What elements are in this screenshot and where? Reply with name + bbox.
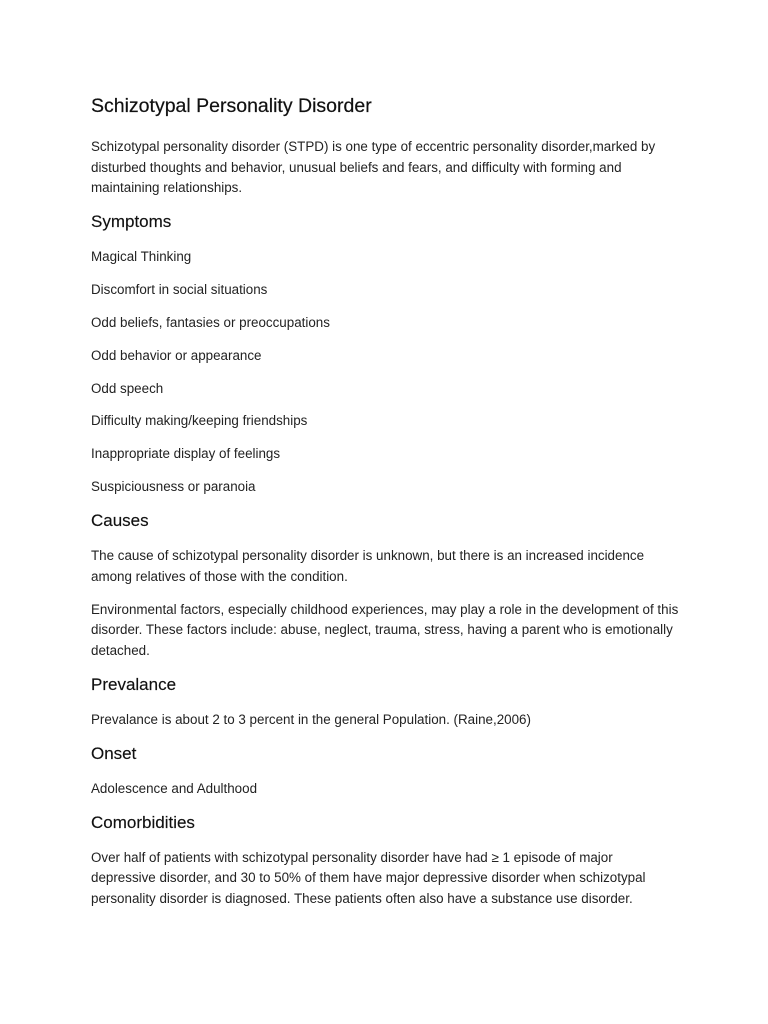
prevalance-heading: Prevalance bbox=[91, 674, 177, 694]
causes-paragraph: The cause of schizotypal personality disorder is unknown, but there is an increased incidence among relatives of those with the condition. bbox=[91, 548, 645, 584]
onset-heading: Onset bbox=[91, 743, 137, 763]
intro-paragraph: Schizotypal personality disorder (STPD) is one type of eccentric personality disorder,marked by disturbed thoughts and behavior, unusual beliefs and fears, and difficulty with forming and maintaining relationships. bbox=[91, 139, 656, 195]
symptom-item: Suspiciousness or paranoia bbox=[91, 479, 256, 495]
symptom-item: Odd beliefs, fantasies or preoccupations bbox=[91, 314, 330, 330]
symptom-item: Discomfort in social situations bbox=[91, 281, 268, 297]
causes-section bbox=[91, 510, 681, 661]
causes-heading: Causes bbox=[91, 511, 149, 531]
symptoms-section bbox=[91, 211, 681, 498]
prevalance-paragraph: Prevalance is about 2 to 3 percent in the general Population. (Raine,2006) bbox=[91, 711, 531, 727]
causes-paragraph: Environmental factors, especially childhood experiences, may play a role in the development of this disorder. These factors include: abuse, neglect, trauma, stress, having a parent who is emotionally detached. bbox=[91, 601, 679, 658]
comorbidities-paragraph: Over half of patients with schizotypal personality disorder have had ≥ 1 episode of major depressive disorder, and 30 to 50% of them have major depressive disorder when schizotypal personality disorder is diagnosed. These patients often also have a substance use disorder. bbox=[91, 849, 646, 906]
comorbidities-heading: Comorbidities bbox=[91, 812, 195, 832]
comorbidities-section bbox=[91, 812, 681, 910]
symptom-item: Odd behavior or appearance bbox=[91, 347, 262, 363]
document-page bbox=[91, 94, 681, 922]
symptom-item: Odd speech bbox=[91, 380, 164, 396]
symptom-item: Inappropriate display of feelings bbox=[91, 446, 281, 462]
symptom-item: Difficulty making/keeping friendships bbox=[91, 413, 308, 429]
prevalance-section bbox=[91, 674, 681, 731]
symptom-item: Magical Thinking bbox=[91, 249, 192, 264]
symptoms-heading: Symptoms bbox=[91, 212, 172, 231]
onset-section bbox=[91, 743, 681, 800]
onset-paragraph: Adolescence and Adulthood bbox=[91, 780, 258, 796]
document-title: Schizotypal Personality Disorder bbox=[91, 95, 372, 117]
